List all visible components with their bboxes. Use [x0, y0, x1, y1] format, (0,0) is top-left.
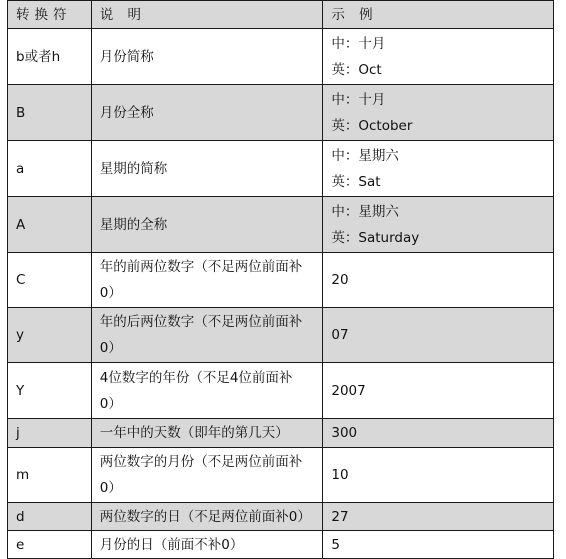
header-conversion-char: 转换符: [8, 1, 92, 29]
example-line: 中：星期六: [331, 203, 399, 220]
table-row: [8, 363, 554, 419]
header-description: 说 明: [91, 1, 323, 29]
description-line: 两位数字的月份（不足两位前面补: [99, 454, 303, 470]
conversion-char-cell: e: [8, 531, 92, 559]
description-line: 年的前两位数字（不足两位前面补: [99, 259, 303, 275]
table-header-row: [8, 1, 554, 29]
example-cell: [323, 448, 554, 503]
table-body: [8, 29, 554, 559]
example-line: 07: [331, 327, 349, 343]
description-line: 4位数字的年份（不足4位前面补: [99, 369, 293, 386]
table-row: [8, 197, 554, 253]
example-cell: [323, 85, 554, 141]
example-cell: [323, 308, 554, 363]
table-row: [8, 308, 554, 363]
example-line: 英：October: [331, 117, 413, 134]
example-line: 2007: [331, 382, 366, 399]
format-conversion-table: [7, 0, 554, 559]
description-line: 0）: [99, 340, 122, 356]
example-line: 中：十月: [331, 91, 386, 108]
description-cell: [91, 503, 323, 531]
description-cell: [91, 29, 323, 85]
description-cell: [91, 197, 323, 253]
description-cell: [91, 363, 323, 419]
description-line: 年的后两位数字（不足两位前面补: [99, 314, 303, 330]
example-line: 20: [331, 272, 349, 288]
conversion-char-cell: y: [8, 308, 92, 363]
description-cell: [91, 253, 323, 308]
description-line: 0）: [99, 480, 122, 496]
description-line: 月份简称: [99, 48, 154, 65]
example-cell: [323, 29, 554, 85]
example-cell: [323, 363, 554, 419]
description-line: 一年中的天数（即年的第几天）: [99, 425, 289, 441]
description-line: 月份的日（前面不补0）: [99, 536, 244, 553]
example-line: 中：星期六: [331, 147, 399, 164]
table-row: [8, 503, 554, 531]
description-line: 月份全称: [99, 104, 154, 121]
conversion-char-cell: d: [8, 503, 92, 531]
example-line: 英：Oct: [331, 61, 382, 78]
conversion-char-cell: B: [8, 85, 92, 141]
header-example: 示 例: [323, 1, 554, 29]
table-row: [8, 85, 554, 141]
example-line: 5: [331, 536, 340, 553]
description-cell: [91, 85, 323, 141]
description-line: 星期的简称: [99, 160, 168, 177]
description-line: 星期的全称: [99, 216, 168, 233]
conversion-char-cell: C: [8, 253, 92, 308]
example-cell: [323, 419, 554, 448]
example-line: 中：十月: [331, 35, 386, 52]
table-row: [8, 253, 554, 308]
table-row: [8, 29, 554, 85]
conversion-char-cell: b或者h: [8, 29, 92, 85]
example-line: 英：Sat: [331, 173, 381, 190]
table-row: [8, 419, 554, 448]
conversion-char-cell: m: [8, 448, 92, 503]
example-line: 27: [331, 508, 349, 525]
description-line: 0）: [99, 395, 122, 412]
example-line: 英：Saturday: [331, 229, 420, 246]
conversion-char-cell: a: [8, 141, 92, 197]
example-cell: [323, 197, 554, 253]
description-line: 两位数字的日（不足两位前面补0）: [99, 508, 311, 525]
example-line: 10: [331, 467, 349, 483]
description-cell: [91, 308, 323, 363]
conversion-char-cell: j: [8, 419, 92, 448]
example-line: 300: [331, 425, 358, 441]
table-row: [8, 141, 554, 197]
conversion-char-cell: Y: [8, 363, 92, 419]
description-line: 0）: [99, 285, 122, 301]
table-row: [8, 448, 554, 503]
description-cell: [91, 419, 323, 448]
example-cell: [323, 141, 554, 197]
description-cell: [91, 141, 323, 197]
description-cell: [91, 448, 323, 503]
description-cell: [91, 531, 323, 559]
example-cell: [323, 503, 554, 531]
example-cell: [323, 531, 554, 559]
conversion-char-cell: A: [8, 197, 92, 253]
example-cell: [323, 253, 554, 308]
table-row: [8, 531, 554, 559]
